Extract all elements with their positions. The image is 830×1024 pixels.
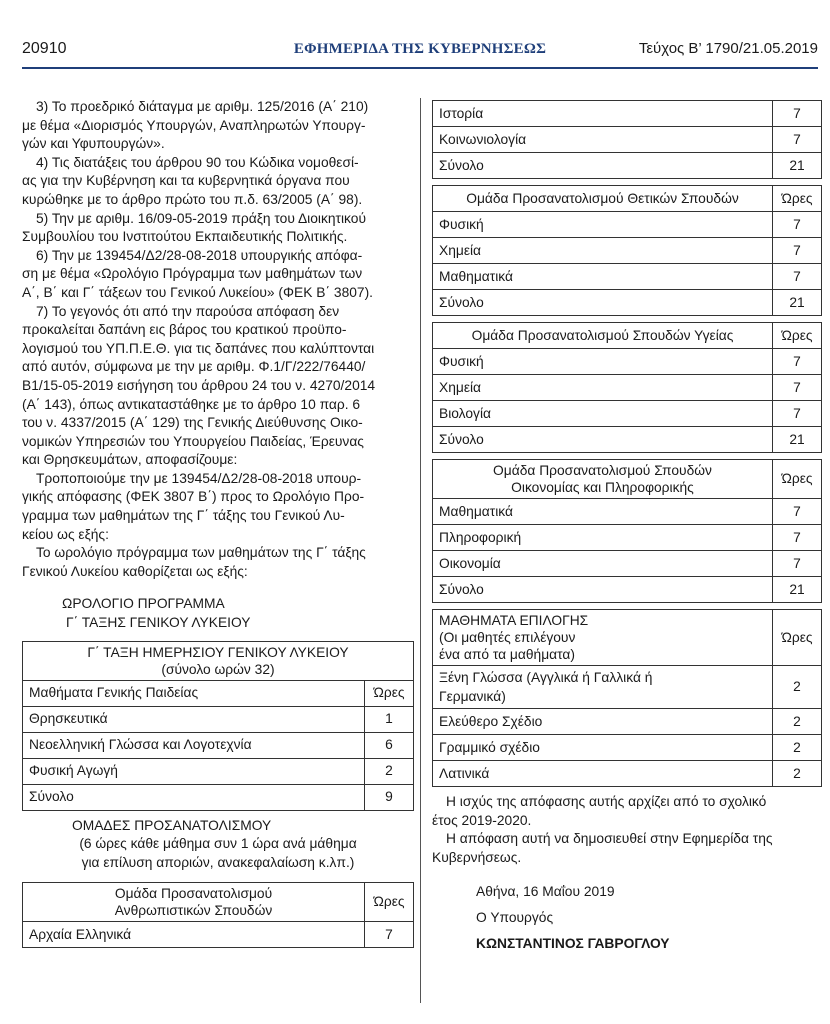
health-table: [432, 322, 822, 453]
table-caption: Ομάδα Προσανατολισμού Σπουδών Υγείας: [433, 323, 773, 349]
table-row: Σύνολο 21: [433, 153, 822, 179]
table-caption: Ομάδα Προσανατολισμού Θετικών Σπουδών: [433, 186, 773, 212]
table-row: Γραμμικό σχέδιο 2: [433, 735, 822, 761]
general-education-table: [22, 641, 414, 811]
table-caption: ΜΑΘΗΜΑΤΑ ΕΠΙΛΟΓΗΣ (Οι μαθητές επιλέγουν ένα από τα μαθήματα): [433, 610, 773, 666]
table-row: Σύνολο 21: [433, 427, 822, 453]
table-row: Μαθηματικά 7: [433, 499, 822, 525]
column-header: Ώρες: [773, 186, 822, 212]
table-row: Κοινωνιολογία 7: [433, 127, 822, 153]
table-row: Φυσική 7: [433, 212, 822, 238]
column-header: Ώρες: [773, 323, 822, 349]
page-header: [22, 40, 818, 66]
paragraph-7: 7) Το γεγονός ότι από την παρούσα απόφαση δεν προκαλείται δαπάνη εις βάρος του κρατικού προϋπο- λογισμού του ΥΠ.Π.Ε.Θ. για τις δαπάνες που καλύπτονται από αυτόν, σύμφωνα με την με αριθμ. Φ.1/Γ/222/76440/ Β1/15-05-2019 εισήγηση του άρθρου 24 του ν. 4270/2014 (Α΄ 143), όπως αντικαταστάθηκε με το άρθρο 10 παρ. 6 του ν. 4337/2015 (Α΄ 129) της Γενικής Διεύθυνσης Οικο- νομικών Υπηρεσιών του Υπουργείου Παιδείας, Έρευνας και Θρησκευμάτων, αποφασίζουμε:: [22, 303, 376, 468]
issue-info: Τεύχος Β’ 1790/21.05.2019: [638, 40, 818, 57]
table-row: Πληροφορική 7: [433, 525, 822, 551]
page-number: 20910: [22, 40, 67, 57]
orientation-groups-title: ΟΜΑΔΕΣ ΠΡΟΣΑΝΑΤΟΛΙΣΜΟΥ (6 ώρες κάθε μάθημα συν 1 ώρα ανά μάθημα για επίλυση αποριών, ανακεφαλαίωση κ.λπ.): [72, 817, 357, 870]
right-column: [432, 100, 822, 957]
minister-title: Ο Υπουργός: [476, 910, 554, 926]
column-divider: [420, 98, 421, 1003]
program-title: ΩΡΟΛΟΓΙΟ ΠΡΟΓΡΑΜΜΑ Γ΄ ΤΑΞΗΣ ΓΕΝΙΚΟΥ ΛΥΚΕΙΟΥ: [62, 596, 251, 631]
table-row: Θρησκευτικά 1: [23, 706, 414, 732]
table-row: Νεοελληνική Γλώσσα και Λογοτεχνία 6: [23, 732, 414, 758]
table-row: Φυσική 7: [433, 349, 822, 375]
left-column: [22, 98, 414, 948]
table-row: Βιολογία 7: [433, 401, 822, 427]
table-row: Σύνολο 9: [23, 784, 414, 810]
table-row: Ξένη Γλώσσα (Αγγλικά ή Γαλλικά ή Γερμανικά) 2: [433, 666, 822, 709]
paragraph-4: 4) Τις διατάξεις του άρθρου 90 του Κώδικα νομοθεσί- ας για την Κυβέρνηση και τα κυβερνητικά όργανα που κυρώθηκε με το άρθρο πρώτο του π.δ. 63/2005 (Α΄ 98).: [22, 154, 363, 207]
table-row: Χημεία 7: [433, 238, 822, 264]
paragraph-3: 3) Το προεδρικό διάταγμα με αριθμ. 125/2016 (Α΄ 210) με θέμα «Διορισμός Υπουργών, Αναπληρωτών Υπουργ- γών και Υφυπουργών».: [22, 99, 369, 152]
science-table: [432, 185, 822, 316]
column-header: Ώρες: [773, 460, 822, 499]
humanities-table-continued: [432, 100, 822, 179]
program-intro-paragraph: Το ωρολόγιο πρόγραμμα των μαθημάτων της Γ΄ τάξης Γενικού Λυκείου καθορίζεται ως εξής:: [22, 545, 366, 579]
minister-name: ΚΩΝΣΤΑΝΤΙΝΟΣ ΓΑΒΡΟΓΛΟΥ: [476, 936, 670, 952]
paragraph-5: 5) Την με αριθμ. 16/09-05-2019 πράξη του Διοικητικού Συμβουλίου του Ινστιτούτου Εκπαιδευτικής Πολιτικής.: [22, 210, 366, 245]
table-row: Οικονομία 7: [433, 551, 822, 577]
column-header: Μαθήματα Γενικής Παιδείας: [23, 680, 365, 706]
table-row: Αρχαία Ελληνικά 7: [23, 922, 414, 948]
table-row: Χημεία 7: [433, 375, 822, 401]
header-divider: [22, 67, 818, 69]
table-row: Ιστορία 7: [433, 101, 822, 127]
humanities-table: [22, 882, 414, 948]
column-header: Ώρες: [773, 610, 822, 666]
publication-paragraph: Η απόφαση αυτή να δημοσιευθεί στην Εφημερίδα της Κυβερνήσεως.: [432, 831, 773, 865]
table-row: Μαθηματικά 7: [433, 264, 822, 290]
table-caption: Ομάδα Προσανατολισμού Ανθρωπιστικών Σπουδών: [23, 883, 365, 922]
effective-date-paragraph: Η ισχύς της απόφασης αυτής αρχίζει από το σχολικό έτος 2019-2020.: [432, 794, 767, 828]
column-header: Ώρες: [365, 883, 414, 922]
table-caption: Ομάδα Προσανατολισμού Σπουδών Οικονομίας και Πληροφορικής: [433, 460, 773, 499]
electives-table: [432, 609, 822, 787]
table-caption: Γ΄ ΤΑΞΗ ΗΜΕΡΗΣΙΟΥ ΓΕΝΙΚΟΥ ΛΥΚΕΙΟΥ (σύνολο ωρών 32): [23, 641, 414, 680]
table-row: Σύνολο 21: [433, 290, 822, 316]
signature-block: [476, 879, 822, 957]
place-date: Αθήνα, 16 Μαΐου 2019: [476, 884, 615, 900]
table-row: Λατινικά 2: [433, 761, 822, 787]
table-row: Ελεύθερο Σχέδιο 2: [433, 709, 822, 735]
table-row: Φυσική Αγωγή 2: [23, 758, 414, 784]
amendment-paragraph: Τροποποιούμε την με 139454/Δ2/28-08-2018 υπουρ- γικής απόφασης (ΦΕΚ 3807 Β΄) προς το Ωρολόγιο Προ- γραμμα των μαθημάτων της Γ΄ τάξης του Γενικού Λυ- κείου ως εξής:: [22, 470, 365, 542]
table-row: Σύνολο 21: [433, 577, 822, 603]
paragraph-6: 6) Την με 139454/Δ2/28-08-2018 υπουργικής απόφα- ση με θέμα «Ωρολόγιο Πρόγραμμα των μαθημάτων των Α΄, Β΄ και Γ΄ τάξεων του Γενικού Λυκείου» (ΦΕΚ Β΄ 3807).: [22, 247, 374, 300]
journal-title: ΕΦΗΜΕΡΙΔΑ ΤΗΣ ΚΥΒΕΡΝΗΣΕΩΣ: [293, 41, 547, 57]
column-header: Ώρες: [365, 680, 414, 706]
economics-table: [432, 459, 822, 603]
